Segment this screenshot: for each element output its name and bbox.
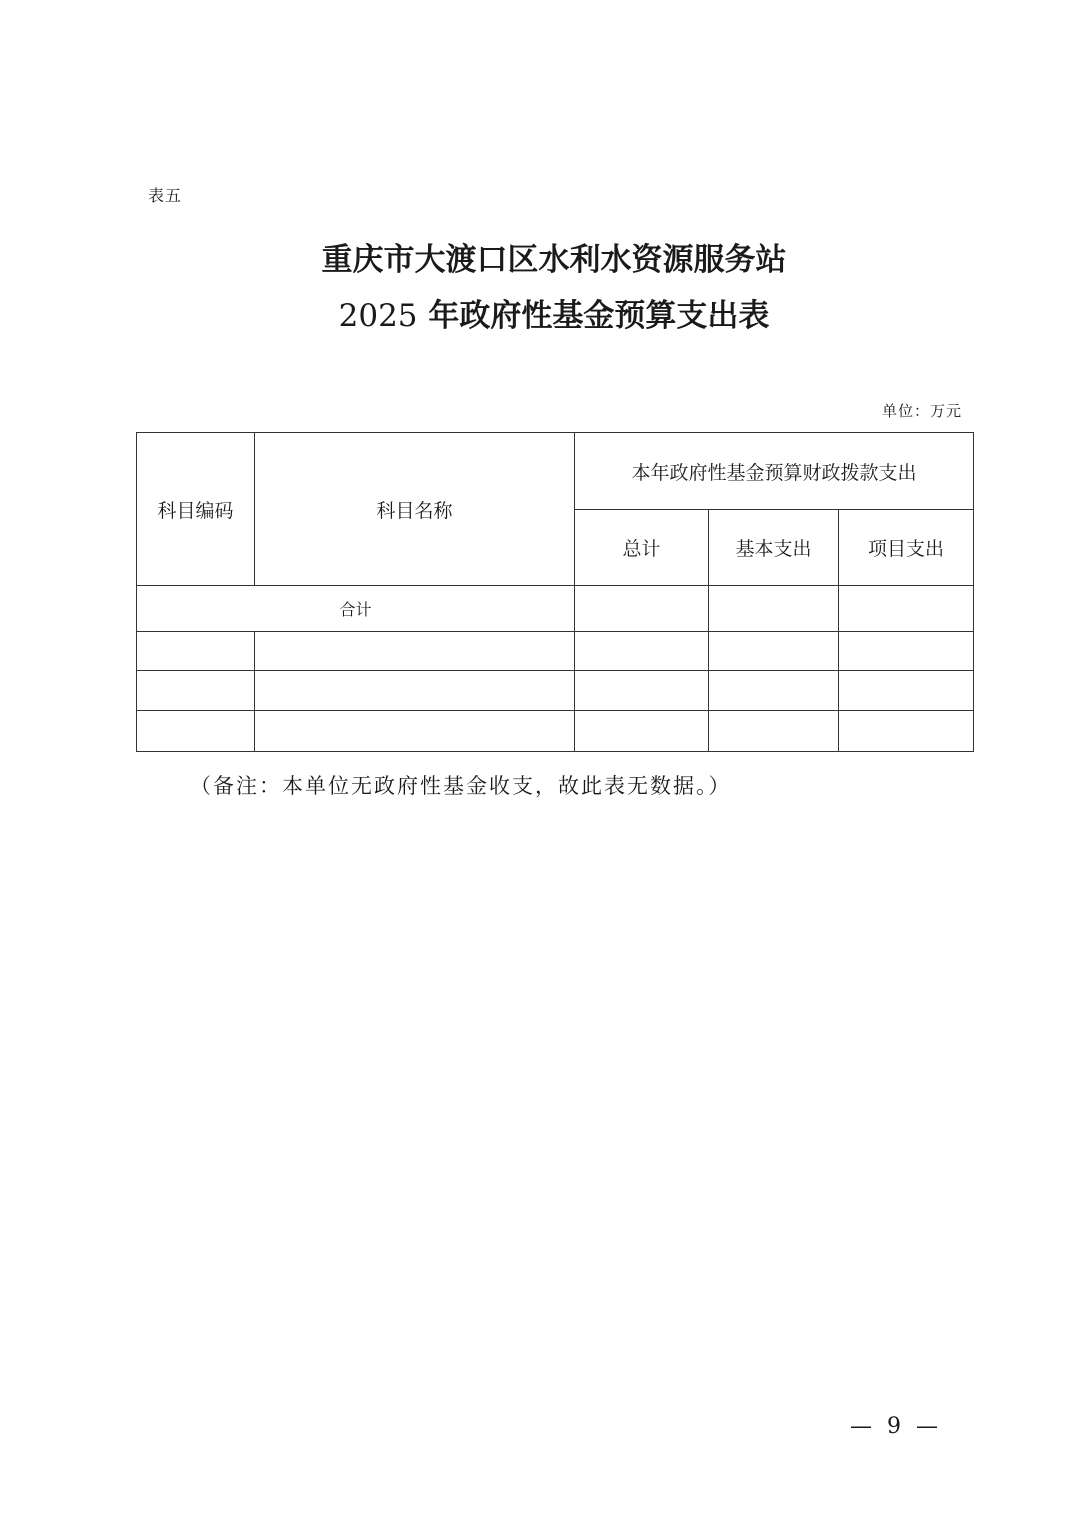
row-name (255, 632, 575, 671)
title-line-2 (0, 290, 1074, 335)
budget-table (136, 432, 974, 752)
header-group: 本年政府性基金预算财政拨款支出 (575, 433, 974, 510)
header-basic: 基本支出 (709, 510, 839, 586)
total-row-total (575, 586, 709, 632)
note-text: （备注：本单位无政府性基金收支，故此表无数据。） (190, 774, 732, 798)
row-name (255, 711, 575, 752)
total-row (137, 586, 974, 632)
row-project (839, 671, 974, 711)
row-code (137, 711, 255, 752)
total-row-basic (709, 586, 839, 632)
total-row-project (839, 586, 974, 632)
row-total (575, 632, 709, 671)
table-row (137, 711, 974, 752)
table-row (137, 632, 974, 671)
unit-label: 单位：万元 (881, 402, 962, 420)
row-code (137, 671, 255, 711)
title-year: 2025 (338, 298, 418, 334)
row-total (575, 671, 709, 711)
header-name: 科目名称 (255, 433, 575, 586)
header-code: 科目编码 (137, 433, 255, 586)
title-rest: 年政府性基金预算支出表 (428, 298, 770, 334)
row-name (255, 671, 575, 711)
title-line-1: 重庆市大渡口区水利水资源服务站 (321, 242, 787, 278)
total-row-label: 合计 (137, 586, 575, 632)
table-row (137, 671, 974, 711)
row-project (839, 632, 974, 671)
header-project: 项目支出 (839, 510, 974, 586)
row-total (575, 711, 709, 752)
header-row-1 (137, 433, 974, 510)
page-number: — 9 — (850, 1414, 942, 1439)
table-label: 表五 (148, 186, 183, 205)
header-total: 总计 (575, 510, 709, 586)
row-code (137, 632, 255, 671)
row-basic (709, 671, 839, 711)
row-project (839, 711, 974, 752)
row-basic (709, 632, 839, 671)
row-basic (709, 711, 839, 752)
